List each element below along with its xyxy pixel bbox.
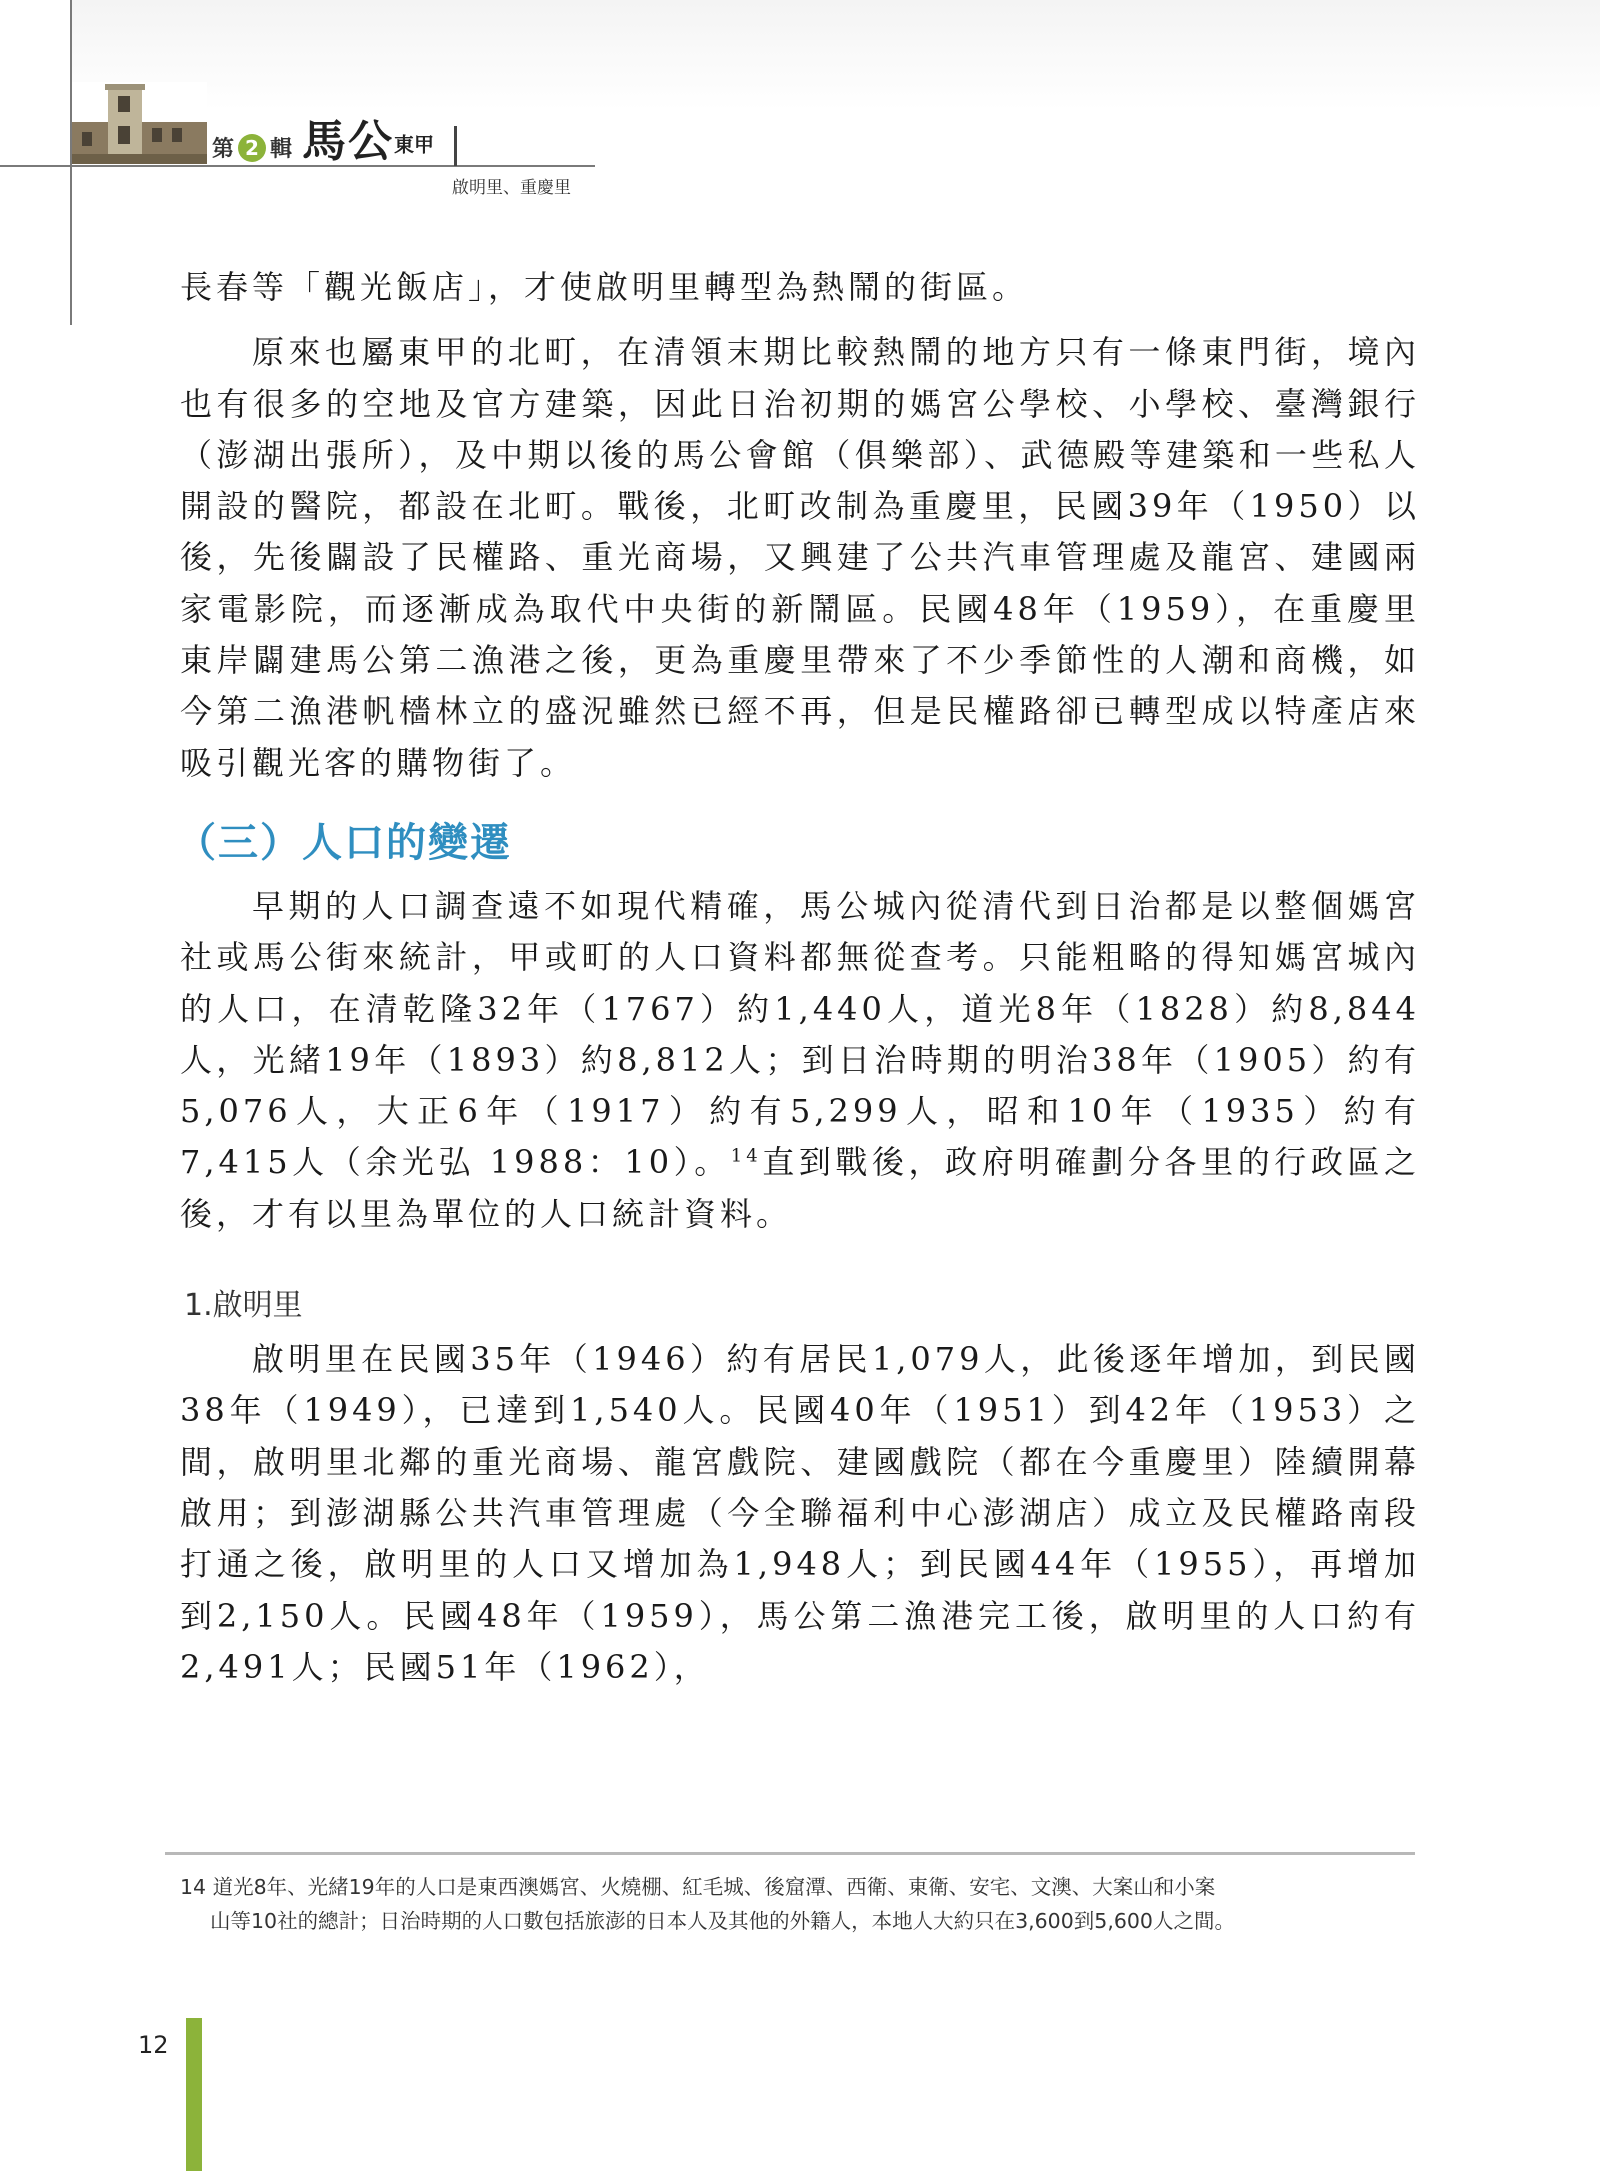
paragraph-3 [180, 881, 1420, 1240]
footnote-line-1: 14 道光8年、光緒19年的人口是東西澳媽宮、火燒棚、紅毛城、後窟潭、西衛、東衛、安宅、文澳、大案山和小案 [180, 1875, 1216, 1899]
chapter-badge [212, 132, 292, 163]
paragraph-1: 長春等「觀光飯店」，才使啟明里轉型為熱鬧的街區。 [180, 268, 1029, 306]
page-accent-bar [186, 2020, 202, 2171]
badge-prefix: 第 [212, 137, 235, 162]
header-subtitle: 啟明里、重慶里 [452, 178, 571, 198]
header-background [72, 0, 1600, 110]
footnote-ref: 14 [730, 1145, 762, 1167]
footnote [180, 1870, 1420, 1938]
paragraph-2: 原來也屬東甲的北町，在清領末期比較熱鬧的地方只有一條東門街，境內也有很多的空地及官方建築，因此日治初期的媽宮公學校、小學校、臺灣銀行（澎湖出張所），及中期以後的馬公會館（俱樂部）、武德殿等建築和一些私人開設的醫院，都設在北町。戰後，北町改制為重慶里，民國39年（1950）以後，先後闢設了民權路、重光商場，又興建了公共汽車管理處及龍宮、建國兩家電影院，而逐漸成為取代中央街的新鬧區。民國48年（1959），在重慶里東岸闢建馬公第二漁港之後，更為重慶里帶來了不少季節性的人潮和商機，如今第二漁港帆檣林立的盛況雖然已經不再，但是民權路卻已轉型成以特產店來吸引觀光客的購物街了。 [180, 333, 1420, 782]
footnote-line-2: 山等10社的總計；日治時期的人口數包括旅澎的日本人及其他的外籍人，本地人大約只在3,600到5,600人之間。 [210, 1909, 1235, 1933]
section-heading: （三）人口的變遷 [176, 819, 512, 866]
header-horizontal-rule [0, 165, 595, 167]
subheading-qiming: 1.啟明里 [184, 1288, 303, 1324]
paragraph-4: 啟明里在民國35年（1946）約有居民1,079人，此後逐年增加，到民國38年（1949），已達到1,540人。民國40年（1951）到42年（1953）之間，啟明里北鄰的重光商場、龍宮戲院、建國戲院（都在今重慶里）陸續開幕啟用；到澎湖縣公共汽車管理處（今全聯福利中心澎湖店）成立及民權路南段打通之後，啟明里的人口又增加為1,948人；到民國44年（1955），再增加到2,150人。民國48年（1959），馬公第二漁港完工後，啟明里的人口約有2,491人；民國51年（1962）， [180, 1340, 1420, 1686]
main-content [176, 262, 1420, 1693]
logo-main: 馬公 [302, 116, 394, 167]
badge-number: 2 [238, 134, 266, 162]
logo-small: 東甲 [394, 132, 434, 157]
logo-divider [454, 126, 457, 166]
badge-suffix: 輯 [270, 137, 293, 162]
building-photo [72, 82, 207, 164]
footnote-divider [165, 1852, 1415, 1855]
book-logo [302, 118, 434, 169]
paragraph-3-part-a: 早期的人口調查遠不如現代精確，馬公城內從清代到日治都是以整個媽宮社或馬公街來統計，甲或町的人口資料都無從查考。只能粗略的得知媽宮城內的人口，在清乾隆32年（1767）約1,440人，道光8年（1828）約8,844人，光緒19年（1893）約8,812人；到日治時期的明治38年（1905）約有5,076人，大正6年（1917）約有5,299人，昭和10年（1935）約有7,415人（余光弘 1988：10）。 [180, 886, 1420, 1182]
paragraph-3-part-b: 直到戰後，政府明確劃分各里的行政區之後，才有以里為單位的人口統計資料。 [180, 1143, 1420, 1233]
page-number: 12 [138, 2031, 169, 2059]
